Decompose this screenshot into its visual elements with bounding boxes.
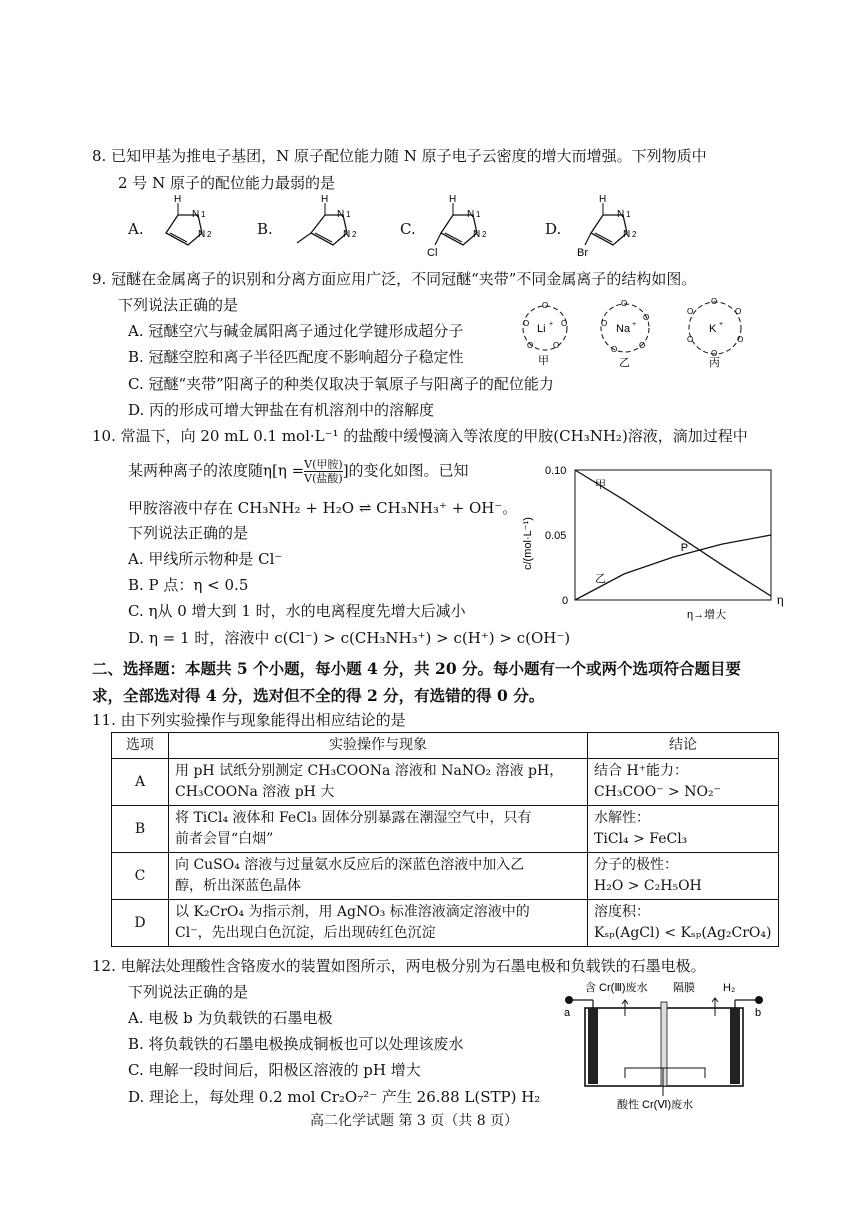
crown-ether-bing <box>687 298 743 369</box>
pyrazole-structure-c <box>425 193 515 259</box>
membrane <box>661 1002 667 1086</box>
y-axis-label: c/(mol·L⁻¹) <box>522 517 534 570</box>
svg-text:H: H <box>321 194 329 205</box>
q12-option-c: C. 电解一段时间后，阳极区溶液的 pH 增大 <box>128 1061 421 1079</box>
x-axis-name: η <box>777 593 784 607</box>
q8-stem-line2: 2 号 N 原子的配位能力最弱的是 <box>118 174 335 192</box>
svg-text:Na: Na <box>616 323 631 335</box>
svg-text:O: O <box>643 313 650 322</box>
row-option: C <box>112 853 169 900</box>
svg-text:2: 2 <box>352 230 357 239</box>
pyrazole-structure-d <box>575 193 665 259</box>
svg-text:Br: Br <box>577 247 588 259</box>
series-yi-label: 乙 <box>595 573 606 585</box>
label-cr6-inlet: 酸性 Cr(Ⅵ)废水 <box>617 1099 694 1111</box>
svg-text:+: + <box>719 321 724 328</box>
q10-stem-line4: 下列说法正确的是 <box>128 524 249 542</box>
svg-text:1: 1 <box>346 210 351 219</box>
row-operation: 将 TiCl₄ 液体和 FeCl₃ 固体分别暴露在潮湿空气中，只有 前者会冒“白烟” <box>169 806 588 853</box>
header-operation: 实验操作与现象 <box>169 733 588 759</box>
svg-text:H: H <box>449 194 457 205</box>
crown-ether-jia <box>523 301 567 367</box>
svg-text:N: N <box>192 209 200 220</box>
svg-text:O: O <box>542 301 549 310</box>
svg-text:丙: 丙 <box>709 357 720 369</box>
svg-text:O: O <box>711 298 718 306</box>
svg-text:O: O <box>687 335 694 344</box>
q11-experiment-table <box>111 732 779 947</box>
q10-option-b: B. P 点：η < 0.5 <box>128 576 249 594</box>
svg-text:N: N <box>337 209 345 220</box>
row-conclusion: 分子的极性： H₂O > C₂H₅OH <box>588 853 779 900</box>
svg-text:N: N <box>343 229 351 240</box>
q10-stem-line2: 某两种离子的浓度随η[η = $\frac{\text{V(甲胺)}}{\text{V(盐酸)}}$ ]的变化如图。已知 <box>128 458 469 485</box>
svg-text:1: 1 <box>476 210 481 219</box>
svg-text:H: H <box>174 194 182 205</box>
x-axis-label: η→增大 <box>687 609 727 621</box>
svg-text:O: O <box>601 319 608 328</box>
header-conclusion: 结论 <box>588 733 779 759</box>
row-option: A <box>112 759 169 806</box>
q9-option-b: B. 冠醚空腔和离子半径匹配度不影响超分子稳定性 <box>128 348 464 366</box>
svg-text:O: O <box>523 319 530 328</box>
svg-text:O: O <box>611 345 618 354</box>
svg-text:1: 1 <box>626 210 631 219</box>
q12-option-a: A. 电极 b 为负载铁的石墨电极 <box>128 1009 333 1027</box>
eta-fraction: $\frac{\text{V(甲胺)}}{\text{V(盐酸)}}$ <box>304 458 343 485</box>
table-row <box>112 759 779 806</box>
table-row <box>112 853 779 900</box>
table-row <box>112 900 779 947</box>
svg-text:Li: Li <box>537 323 546 335</box>
pyrazole-structure-a <box>150 193 225 253</box>
crown-ether-figure <box>515 298 765 370</box>
q10-option-a: A. 甲线所示物种是 Cl⁻ <box>128 550 283 568</box>
q9-option-d: D. 丙的形成可增大钾盐在有机溶剂中的溶解度 <box>128 401 435 419</box>
svg-text:O: O <box>735 307 742 316</box>
section2-instructions-line1: 二、选择题：本题共 5 个小题，每小题 4 分，共 20 分。每小题有一个或两个选项符合题目要 <box>92 659 742 678</box>
svg-text:N: N <box>467 209 475 220</box>
svg-text:H: H <box>599 194 607 205</box>
electrode-b <box>730 1008 740 1084</box>
series-yi-line <box>575 535 771 600</box>
svg-text:N: N <box>198 229 206 240</box>
label-h2: H₂ <box>723 982 736 994</box>
row-conclusion: 水解性： TiCl₄ > FeCl₃ <box>588 806 779 853</box>
svg-text:O: O <box>639 341 646 350</box>
q9-option-c: C. 冠醚“夹带”阳离子的种类仅取决于氧原子与阳离子的配位能力 <box>128 375 554 393</box>
row-conclusion: 结合 H⁺能力： CH₃COO⁻ > NO₂⁻ <box>588 759 779 806</box>
row-conclusion: 溶度积： Kₛₚ(AgCl) < Kₛₚ(Ag₂CrO₄) <box>588 900 779 947</box>
row-operation: 用 pH 试纸分别测定 CH₃COONa 溶液和 NaNO₂ 溶液 pH， CH₃COONa 溶液 pH 大 <box>169 759 588 806</box>
svg-text:2: 2 <box>207 230 212 239</box>
q8-option-d-label: D. <box>545 220 562 238</box>
series-jia-label: 甲 <box>595 479 606 491</box>
electrolysis-apparatus <box>555 978 780 1113</box>
svg-text:K: K <box>709 323 717 335</box>
q10-option-d: D. η = 1 时，溶液中 c(Cl⁻) > c(CH₃NH₃⁺) > c(H⁺) > c(OH⁻) <box>128 629 571 647</box>
table-header-row <box>112 733 779 759</box>
svg-text:O: O <box>687 307 694 316</box>
svg-text:O: O <box>711 349 718 358</box>
y-tick-0.10: 0.10 <box>545 465 567 477</box>
q8-option-a-label: A. <box>128 220 144 238</box>
q8-option-b-label: B. <box>257 220 273 238</box>
q10-option-c: C. η从 0 增大到 1 时，水的电离程度先增大后减小 <box>128 602 466 620</box>
q10-concentration-chart <box>515 458 785 628</box>
point-p-label: P <box>680 541 689 554</box>
q11-stem: 11. 由下列实验操作与现象能得出相应结论的是 <box>92 711 406 729</box>
svg-text:+: + <box>549 321 554 328</box>
svg-text:O: O <box>737 335 744 344</box>
q12-option-d: D. 理论上，每处理 0.2 mol Cr₂O₇²⁻ 产生 26.88 L(STP) H₂ <box>128 1088 541 1106</box>
y-tick-0: 0 <box>562 595 569 607</box>
svg-text:N: N <box>473 229 481 240</box>
svg-text:1: 1 <box>201 210 206 219</box>
q10-stem-line1: 10. 常温下，向 20 mL 0.1 mol·L⁻¹ 的盐酸中缓慢滴入等浓度的甲胺(CH₃NH₂)溶液，滴加过程中 <box>92 427 748 445</box>
svg-text:O: O <box>561 319 568 328</box>
row-operation: 以 K₂CrO₄ 为指示剂，用 AgNO₃ 标准溶液滴定溶液中的 Cl⁻，先出现白色沉淀，后出现砖红色沉淀 <box>169 900 588 947</box>
svg-text:2: 2 <box>632 230 637 239</box>
y-tick-0.05: 0.05 <box>545 530 567 542</box>
svg-text:O: O <box>621 299 628 308</box>
page-footer: 高二化学试题 第 3 页（共 8 页） <box>310 1113 519 1129</box>
table-row <box>112 806 779 853</box>
q12-stem-line1: 12. 电解法处理酸性含铬废水的装置如图所示，两电极分别为石墨电极和负载铁的石墨电极。 <box>92 957 706 975</box>
q12-option-b: B. 将负载铁的石墨电极换成铜板也可以处理该废水 <box>128 1035 464 1053</box>
q12-stem-line2: 下列说法正确的是 <box>128 983 249 1001</box>
svg-text:N: N <box>623 229 631 240</box>
electrode-a <box>588 1008 598 1084</box>
q9-stem-line1: 9. 冠醚在金属离子的识别和分离方面应用广泛，不同冠醚“夹带”不同金属离子的结构如图。 <box>92 270 697 288</box>
row-operation: 向 CuSO₄ 溶液与过量氨水反应后的深蓝色溶液中加入乙 醇，析出深蓝色晶体 <box>169 853 588 900</box>
svg-text:O: O <box>527 341 534 350</box>
label-b: b <box>755 1007 762 1019</box>
label-cr3-inlet: 含 Cr(Ⅲ)废水 <box>585 982 648 994</box>
svg-text:Cl: Cl <box>427 247 438 259</box>
svg-text:O: O <box>553 341 560 350</box>
svg-text:乙: 乙 <box>619 357 630 369</box>
svg-text:N: N <box>617 209 625 220</box>
label-membrane: 隔膜 <box>673 982 695 994</box>
q9-option-a: A. 冠醚空穴与碱金属阳离子通过化学键形成超分子 <box>128 322 464 340</box>
label-a: a <box>564 1007 571 1019</box>
section2-instructions-line2: 求，全部选对得 4 分，选对但不全的得 2 分，有选错的得 0 分。 <box>92 686 545 705</box>
q10-stem-line3: 甲胺溶液中存在 CH₃NH₂ + H₂O ⇌ CH₃NH₃⁺ + OH⁻。 <box>128 499 518 517</box>
row-option: D <box>112 900 169 947</box>
q8-stem-line1: 8. 已知甲基为推电子基团，N 原子配位能力随 N 原子电子云密度的增大而增强。下列物质中 <box>92 147 707 165</box>
q9-stem-line2: 下列说法正确的是 <box>118 296 239 314</box>
row-option: B <box>112 806 169 853</box>
q8-option-c-label: C. <box>400 220 416 238</box>
crown-ether-yi <box>601 299 649 369</box>
svg-text:甲: 甲 <box>538 355 549 367</box>
svg-text:2: 2 <box>482 230 487 239</box>
svg-text:+: + <box>632 321 637 328</box>
pyrazole-structure-b <box>285 193 375 253</box>
header-option: 选项 <box>112 733 169 759</box>
